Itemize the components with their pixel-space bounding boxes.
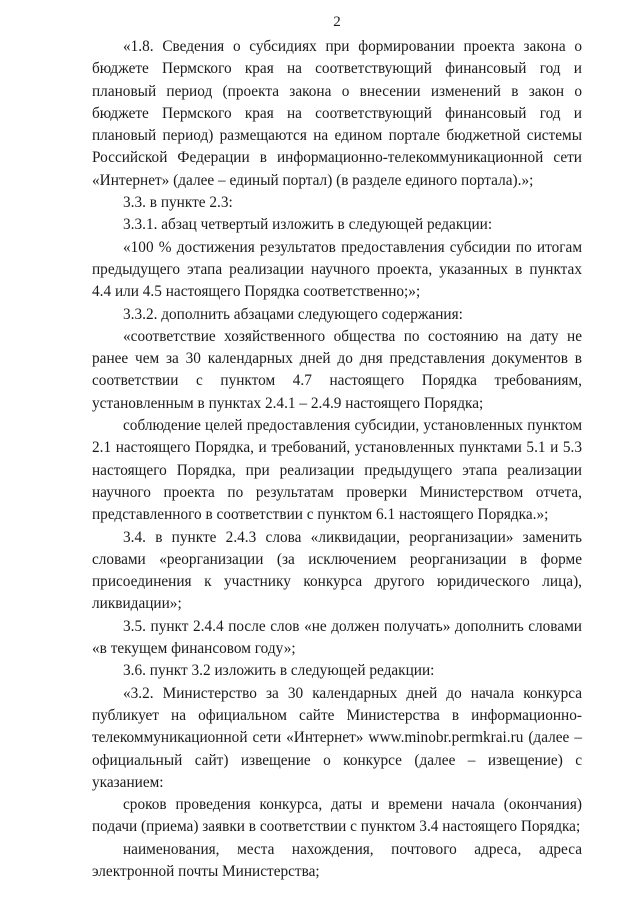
paragraph-3-3-1: 3.3.1. абзац четвертый изложить в следующей редакции: xyxy=(123,216,493,234)
paragraph-3-3: 3.3. в пункте 2.3: xyxy=(123,194,233,212)
paragraph-1-8-subsidy-info: «1.8. Сведения о субсидиях при формировании проекта закона о бюджете Пермского края на соответствующий финансовый год и плановый период (проекта закона о внесении изменений в закон о бюджете Пермского края на соответствующий финансовый год и плановый период) размещаются на едином портале бюджетной системы Российской Федерации в информационно-телекоммуникационной сети «Интернет» (далее – единый портал) (в разделе единого портала).»; xyxy=(92,38,582,189)
paragraph-ministry-details: наименования, места нахождения, почтового адреса, адреса электронной почты Министерства; xyxy=(92,840,582,880)
paragraph-100-percent: «100 % достижения результатов предоставления субсидии по итогам предыдущего этапа реализации научного проекта, указанных в пунктах 4.4 или 4.5 настоящего Порядка соответственно;»; xyxy=(92,238,582,301)
page-number: 2 xyxy=(333,14,341,30)
paragraph-goals-observance: соблюдение целей предоставления субсидии, установленных пунктом 2.1 настоящего Порядка, и требований, установленных пунктами 5.1 и 5.3 настоящего Порядка, при реализации предыдущего этапа реализации научного проекта по результатам проверки Министерством отчета, представленного в соответствии с пунктом 6.1 настоящего Порядка.»; xyxy=(92,417,582,524)
paragraph-compliance: «соответствие хозяйственного общества по состоянию на дату не ранее чем за 30 календарных дней до дня представления документов в соответствии с пунктом 4.7 настоящего Порядка требованиям, установленным в пунктах 2.4.1 – 2.4.9 настоящего Порядка; xyxy=(92,327,582,412)
paragraph-deadlines: сроков проведения конкурса, даты и времени начала (окончания) подачи (приема) заявки в соответствии с пунктом 3.4 настоящего Порядка; xyxy=(92,796,582,836)
paragraph-3-6: 3.6. пункт 3.2 изложить в следующей редакции: xyxy=(123,662,435,680)
paragraph-3-2-ministry: «3.2. Министерство за 30 календарных дней до начала конкурса публикует на официальном сайте Министерства в информационно-телекоммуникационной сети «Интернет» www.minobr.permkrai.ru (далее – официальный сайт) извещение о конкурсе (далее – извещение) с указанием: xyxy=(92,684,582,791)
paragraph-3-5: 3.5. пункт 2.4.4 после слов «не должен получать» дополнить словами «в текущем финансовом году»; xyxy=(92,617,582,658)
paragraph-3-4: 3.4. в пункте 2.4.3 слова «ликвидации, реорганизации» заменить словами «реорганизации (за исключением реорганизации в форме присоединения к участнику конкурса другого юридического лица), ликвидации»; xyxy=(92,528,582,613)
paragraph-3-3-2: 3.3.2. дополнить абзацами следующего содержания: xyxy=(123,305,463,323)
